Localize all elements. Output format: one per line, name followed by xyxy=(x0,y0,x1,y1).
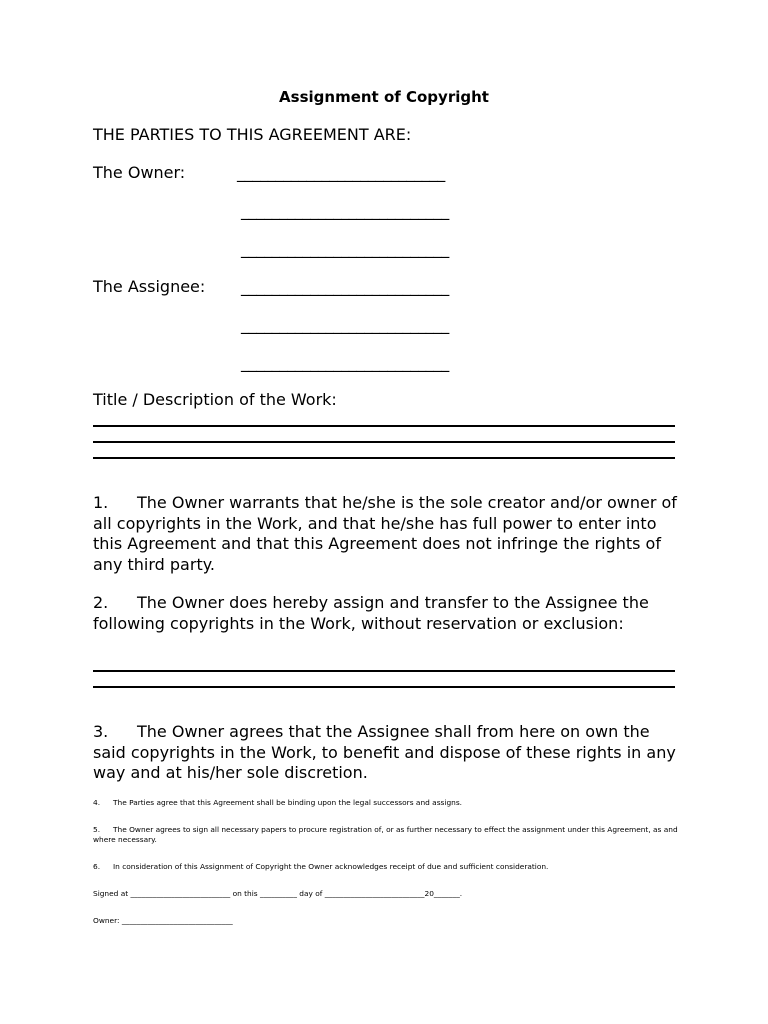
clause-number: 5. xyxy=(93,825,101,834)
clause-3 xyxy=(93,722,678,784)
clause-number: 1. xyxy=(93,493,109,512)
clause-text: The Owner agrees that the Assignee shall from here on own the said copyrights in the Work, to benefit and dispose of these rights in any way and at his/her sole discretion. xyxy=(93,722,676,783)
assignee-blank-line-3[interactable]: ___________________________ xyxy=(241,353,449,372)
assignee-blank-line-1[interactable]: ___________________________ xyxy=(241,277,449,296)
clause-text: The Owner warrants that he/she is the sole creator and/or owner of all copyrights in the Work, and that he/she has full power to enter into this Agreement and that this Agreement does not infringe the rights of any third party. xyxy=(93,493,677,575)
assignee-label: The Assignee: xyxy=(93,277,206,296)
work-description-line-3[interactable] xyxy=(93,457,675,459)
work-description-line-1[interactable] xyxy=(93,425,675,427)
work-description-label: Title / Description of the Work: xyxy=(93,390,337,409)
clause-4 xyxy=(93,798,693,808)
clause-number: 6. xyxy=(93,862,101,871)
copyrights-line-1[interactable] xyxy=(93,670,675,672)
clause-1 xyxy=(93,493,678,576)
clause-text: The Parties agree that this Agreement shall be binding upon the legal successors and assigns. xyxy=(113,798,463,807)
clause-6 xyxy=(93,862,693,872)
owner-blank-line-2[interactable]: ___________________________ xyxy=(241,201,449,220)
clause-number: 2. xyxy=(93,593,109,612)
document-title: Assignment of Copyright xyxy=(279,88,489,106)
clause-text: The Owner does hereby assign and transfer to the Assignee the following copyrights in the Work, without reservation or exclusion: xyxy=(93,593,649,633)
owner-blank-line-3[interactable]: ___________________________ xyxy=(241,239,449,258)
work-description-line-2[interactable] xyxy=(93,441,675,443)
clause-text: In consideration of this Assignment of Copyright the Owner acknowledges receipt of due and sufficient consideration. xyxy=(113,862,549,871)
assignee-blank-line-2[interactable]: ___________________________ xyxy=(241,315,449,334)
clause-2 xyxy=(93,593,678,634)
clause-5 xyxy=(93,825,693,845)
owner-signature-line[interactable]: Owner: ______________________________ xyxy=(93,916,233,925)
clause-number: 4. xyxy=(93,798,101,807)
clause-text: The Owner agrees to sign all necessary papers to procure registration of, or as further necessary to effect the assignment under this Agreement, as and where necessary. xyxy=(93,825,678,844)
owner-blank-line-1[interactable]: ___________________________ xyxy=(237,163,445,182)
signed-at-line[interactable]: Signed at ___________________________ on this __________ day of ___________________________20_______. xyxy=(93,889,463,898)
owner-label: The Owner: xyxy=(93,163,186,182)
copyrights-line-2[interactable] xyxy=(93,686,675,688)
parties-heading: THE PARTIES TO THIS AGREEMENT ARE: xyxy=(93,125,412,144)
clause-number: 3. xyxy=(93,722,109,741)
